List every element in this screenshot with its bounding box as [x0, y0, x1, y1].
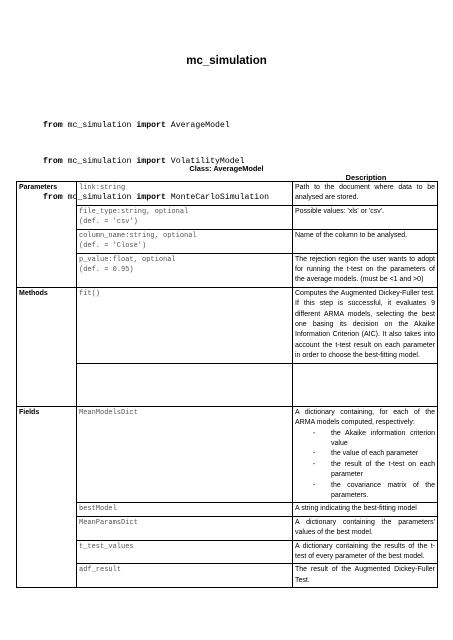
- import-module: mc_simulation: [67, 157, 132, 166]
- method-name: fit(): [77, 287, 293, 363]
- table-row: [17, 205, 438, 229]
- table-row: [17, 516, 438, 540]
- field-desc: [293, 406, 438, 503]
- description-header: Description: [345, 173, 387, 182]
- empty-cell: [293, 363, 438, 406]
- table-row: [17, 182, 438, 206]
- table-row: [17, 564, 438, 588]
- import-keyword-from: from: [43, 157, 63, 166]
- param-name: file_type:string, optional (def. = 'csv'): [77, 205, 293, 229]
- import-name: AverageModel: [170, 121, 230, 130]
- class-title: Class: AverageModel: [189, 164, 264, 173]
- import-keyword-import: import: [136, 193, 166, 202]
- table-row: [17, 540, 438, 564]
- import-keyword-from: from: [43, 193, 63, 202]
- bullet-item: - the Akaike information criterion value: [321, 429, 435, 450]
- field-name: t_test_values: [77, 540, 293, 564]
- param-name: p_value:float, optional (def. = 0.95): [77, 253, 293, 287]
- import-name: VolatilityModel: [170, 157, 245, 166]
- import-name: MonteCarloSimulation: [170, 193, 270, 202]
- table-row: [17, 253, 438, 287]
- param-desc: The rejection region the user wants to adopt for running the t-test on the parameters of the average models. (must be <1 and >0): [293, 253, 438, 287]
- field-name: MeanModelsDict: [77, 406, 293, 503]
- param-desc: Possible values: 'xls' or 'csv'.: [293, 205, 438, 229]
- field-desc-text: A dictionary containing, for each of the ARMA models computed, respectively:: [295, 408, 435, 427]
- table-row: [17, 503, 438, 516]
- field-desc: A dictionary containing the parameters' values of the best model.: [293, 516, 438, 540]
- param-name: link:string: [77, 182, 293, 206]
- import-keyword-from: from: [43, 121, 63, 130]
- field-name: adf_result: [77, 564, 293, 588]
- field-desc: A string indicating the best-fitting model: [293, 503, 438, 516]
- import-module: mc_simulation: [67, 193, 132, 202]
- field-name: bestModel: [77, 503, 293, 516]
- page-title: mc_simulation: [186, 55, 267, 67]
- bullet-item: - the result of the t-test on each parameter: [321, 460, 435, 481]
- param-desc: Path to the document where data to be analysed are stored.: [293, 182, 438, 206]
- field-name: MeanParamsDict: [77, 516, 293, 540]
- table-row: [17, 406, 438, 503]
- import-line: [43, 120, 269, 132]
- import-module: mc_simulation: [67, 121, 132, 130]
- method-desc: Computes the Augmented Dickey-Fuller test. If this step is successful, it evaluates 9 different ARMA models, selecting the best one basing its decision on the Akaike Information Criterion (AIC). It also takes into account the t-test result on each parameter in order to choose the best-fitting model.: [293, 287, 438, 363]
- field-desc-bullets: [295, 429, 435, 502]
- field-desc: A dictionary containing the results of the t-test of every parameter of the best model.: [293, 540, 438, 564]
- table-row: [17, 229, 438, 253]
- section-label-parameters: Parameters: [17, 182, 77, 288]
- bullet-item: - the value of each parameter: [321, 449, 435, 459]
- section-label-fields: Fields: [17, 406, 77, 588]
- param-name: column_name:string, optional (def. = 'Close'): [77, 229, 293, 253]
- empty-cell: [77, 363, 293, 406]
- bullet-item: - the covariance matrix of the parameters.: [321, 481, 435, 502]
- class-table: [16, 181, 438, 588]
- field-desc: The result of the Augmented Dickey-Fuller Test.: [293, 564, 438, 588]
- table-row: [17, 287, 438, 363]
- section-label-methods: Methods: [17, 287, 77, 406]
- param-desc: Name of the column to be analysed.: [293, 229, 438, 253]
- table-row-empty: [17, 363, 438, 406]
- import-keyword-import: import: [136, 157, 166, 166]
- import-keyword-import: import: [136, 121, 166, 130]
